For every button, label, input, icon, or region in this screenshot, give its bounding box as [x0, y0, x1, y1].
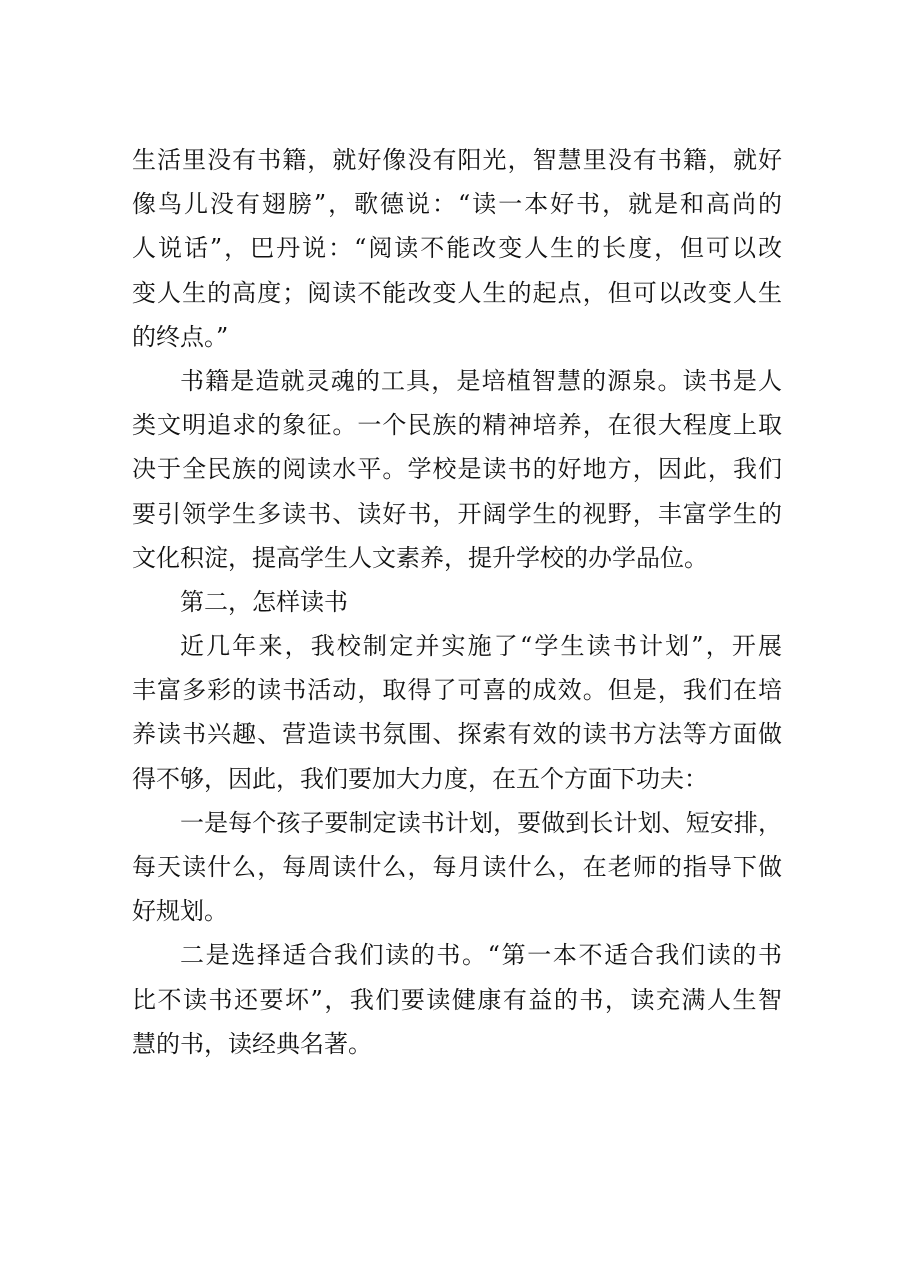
- paragraph-point-two: [132, 933, 782, 1066]
- text-line: 的终点。”: [132, 322, 229, 351]
- text-line: 一是每个孩子要制定读书计划，要做到长计划、短安排，: [180, 808, 782, 837]
- section-title: 第二，怎样读书: [180, 587, 348, 616]
- text-line: 好规划。: [132, 897, 228, 926]
- text-line: 比不读书还要坏”，我们要读健康有益的书，读充满人生智: [132, 985, 782, 1014]
- section-heading: [132, 580, 782, 624]
- text-line: 类文明追求的象征。一个民族的精神培养，在很大程度上取: [132, 411, 782, 440]
- document-body: [132, 138, 782, 1066]
- text-line: 生活里没有书籍，就好像没有阳光，智慧里没有书籍，就好: [132, 146, 782, 174]
- text-line: 决于全民族的阅读水平。学校是读书的好地方，因此，我们: [132, 455, 782, 484]
- paragraph-reading-plan: [132, 624, 782, 801]
- text-line: 二是选择适合我们读的书。“第一本不适合我们读的书: [180, 941, 782, 970]
- text-line: 书籍是造就灵魂的工具，是培植智慧的源泉。读书是人: [180, 366, 782, 395]
- text-line: 文化积淀，提高学生人文素养，提升学校的办学品位。: [132, 543, 708, 572]
- text-line: 慧的书，读经典名著。: [132, 1029, 372, 1058]
- text-line: 要引领学生多读书、读好书，开阔学生的视野，丰富学生的: [132, 499, 782, 528]
- text-line: 人说话”，巴丹说：“阅读不能改变人生的长度，但可以改: [132, 234, 782, 263]
- text-line: 丰富多彩的读书活动，取得了可喜的成效。但是，我们在培: [132, 676, 782, 705]
- text-line: 变人生的高度；阅读不能改变人生的起点，但可以改变人生: [132, 278, 782, 307]
- text-line: 养读书兴趣、营造读书氛围、探索有效的读书方法等方面做: [132, 720, 782, 749]
- paragraph-point-one: [132, 801, 782, 934]
- text-line: 近几年来，我校制定并实施了“学生读书计划”，开展: [180, 632, 782, 661]
- paragraph-books-soul: [132, 359, 782, 580]
- text-line: 得不够，因此，我们要加大力度，在五个方面下功夫：: [132, 764, 708, 793]
- text-line: 每天读什么，每周读什么，每月读什么，在老师的指导下做: [132, 853, 782, 881]
- paragraph-quotes: [132, 138, 782, 359]
- text-line: 像鸟儿没有翅膀”，歌德说：“读一本好书，就是和高尚的: [132, 190, 782, 219]
